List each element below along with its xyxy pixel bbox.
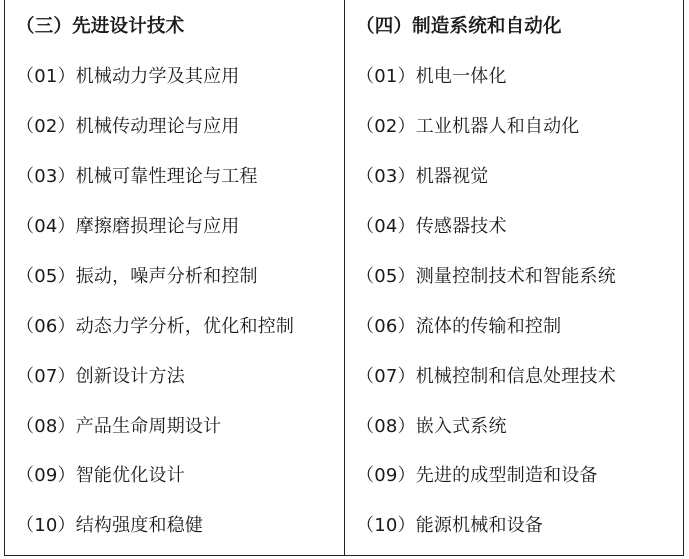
left-item-06: （06）动态力学分析，优化和控制: [16, 316, 295, 337]
left-item-02: （02）机械传动理论与应用: [16, 116, 240, 137]
right-item-04: （04）传感器技术: [356, 216, 507, 237]
right-item-06: （06）流体的传输和控制: [356, 316, 562, 337]
right-item-08: （08）嵌入式系统: [356, 416, 507, 437]
right-item-03: （03）机器视觉: [356, 166, 489, 187]
right-item-05: （05）测量控制技术和智能系统: [356, 266, 616, 287]
left-item-10: （10）结构强度和稳健: [16, 515, 204, 536]
left-item-07: （07）创新设计方法: [16, 366, 185, 387]
left-item-09: （09）智能优化设计: [16, 465, 185, 486]
right-column-header: （四）制造系统和自动化: [356, 16, 562, 37]
right-item-09: （09）先进的成型制造和设备: [356, 465, 598, 486]
column-divider: [344, 0, 345, 556]
left-item-03: （03）机械可靠性理论与工程: [16, 166, 258, 187]
left-item-05: （05）振动，噪声分析和控制: [16, 266, 258, 287]
right-item-10: （10）能源机械和设备: [356, 515, 544, 536]
left-item-01: （01）机械动力学及其应用: [16, 66, 240, 87]
right-item-02: （02）工业机器人和自动化: [356, 116, 580, 137]
left-column-header: （三）先进设计技术: [16, 16, 185, 37]
left-item-04: （04）摩擦磨损理论与应用: [16, 216, 240, 237]
right-item-01: （01）机电一体化: [356, 66, 507, 87]
left-item-08: （08）产品生命周期设计: [16, 416, 222, 437]
right-item-07: （07）机械控制和信息处理技术: [356, 366, 616, 387]
